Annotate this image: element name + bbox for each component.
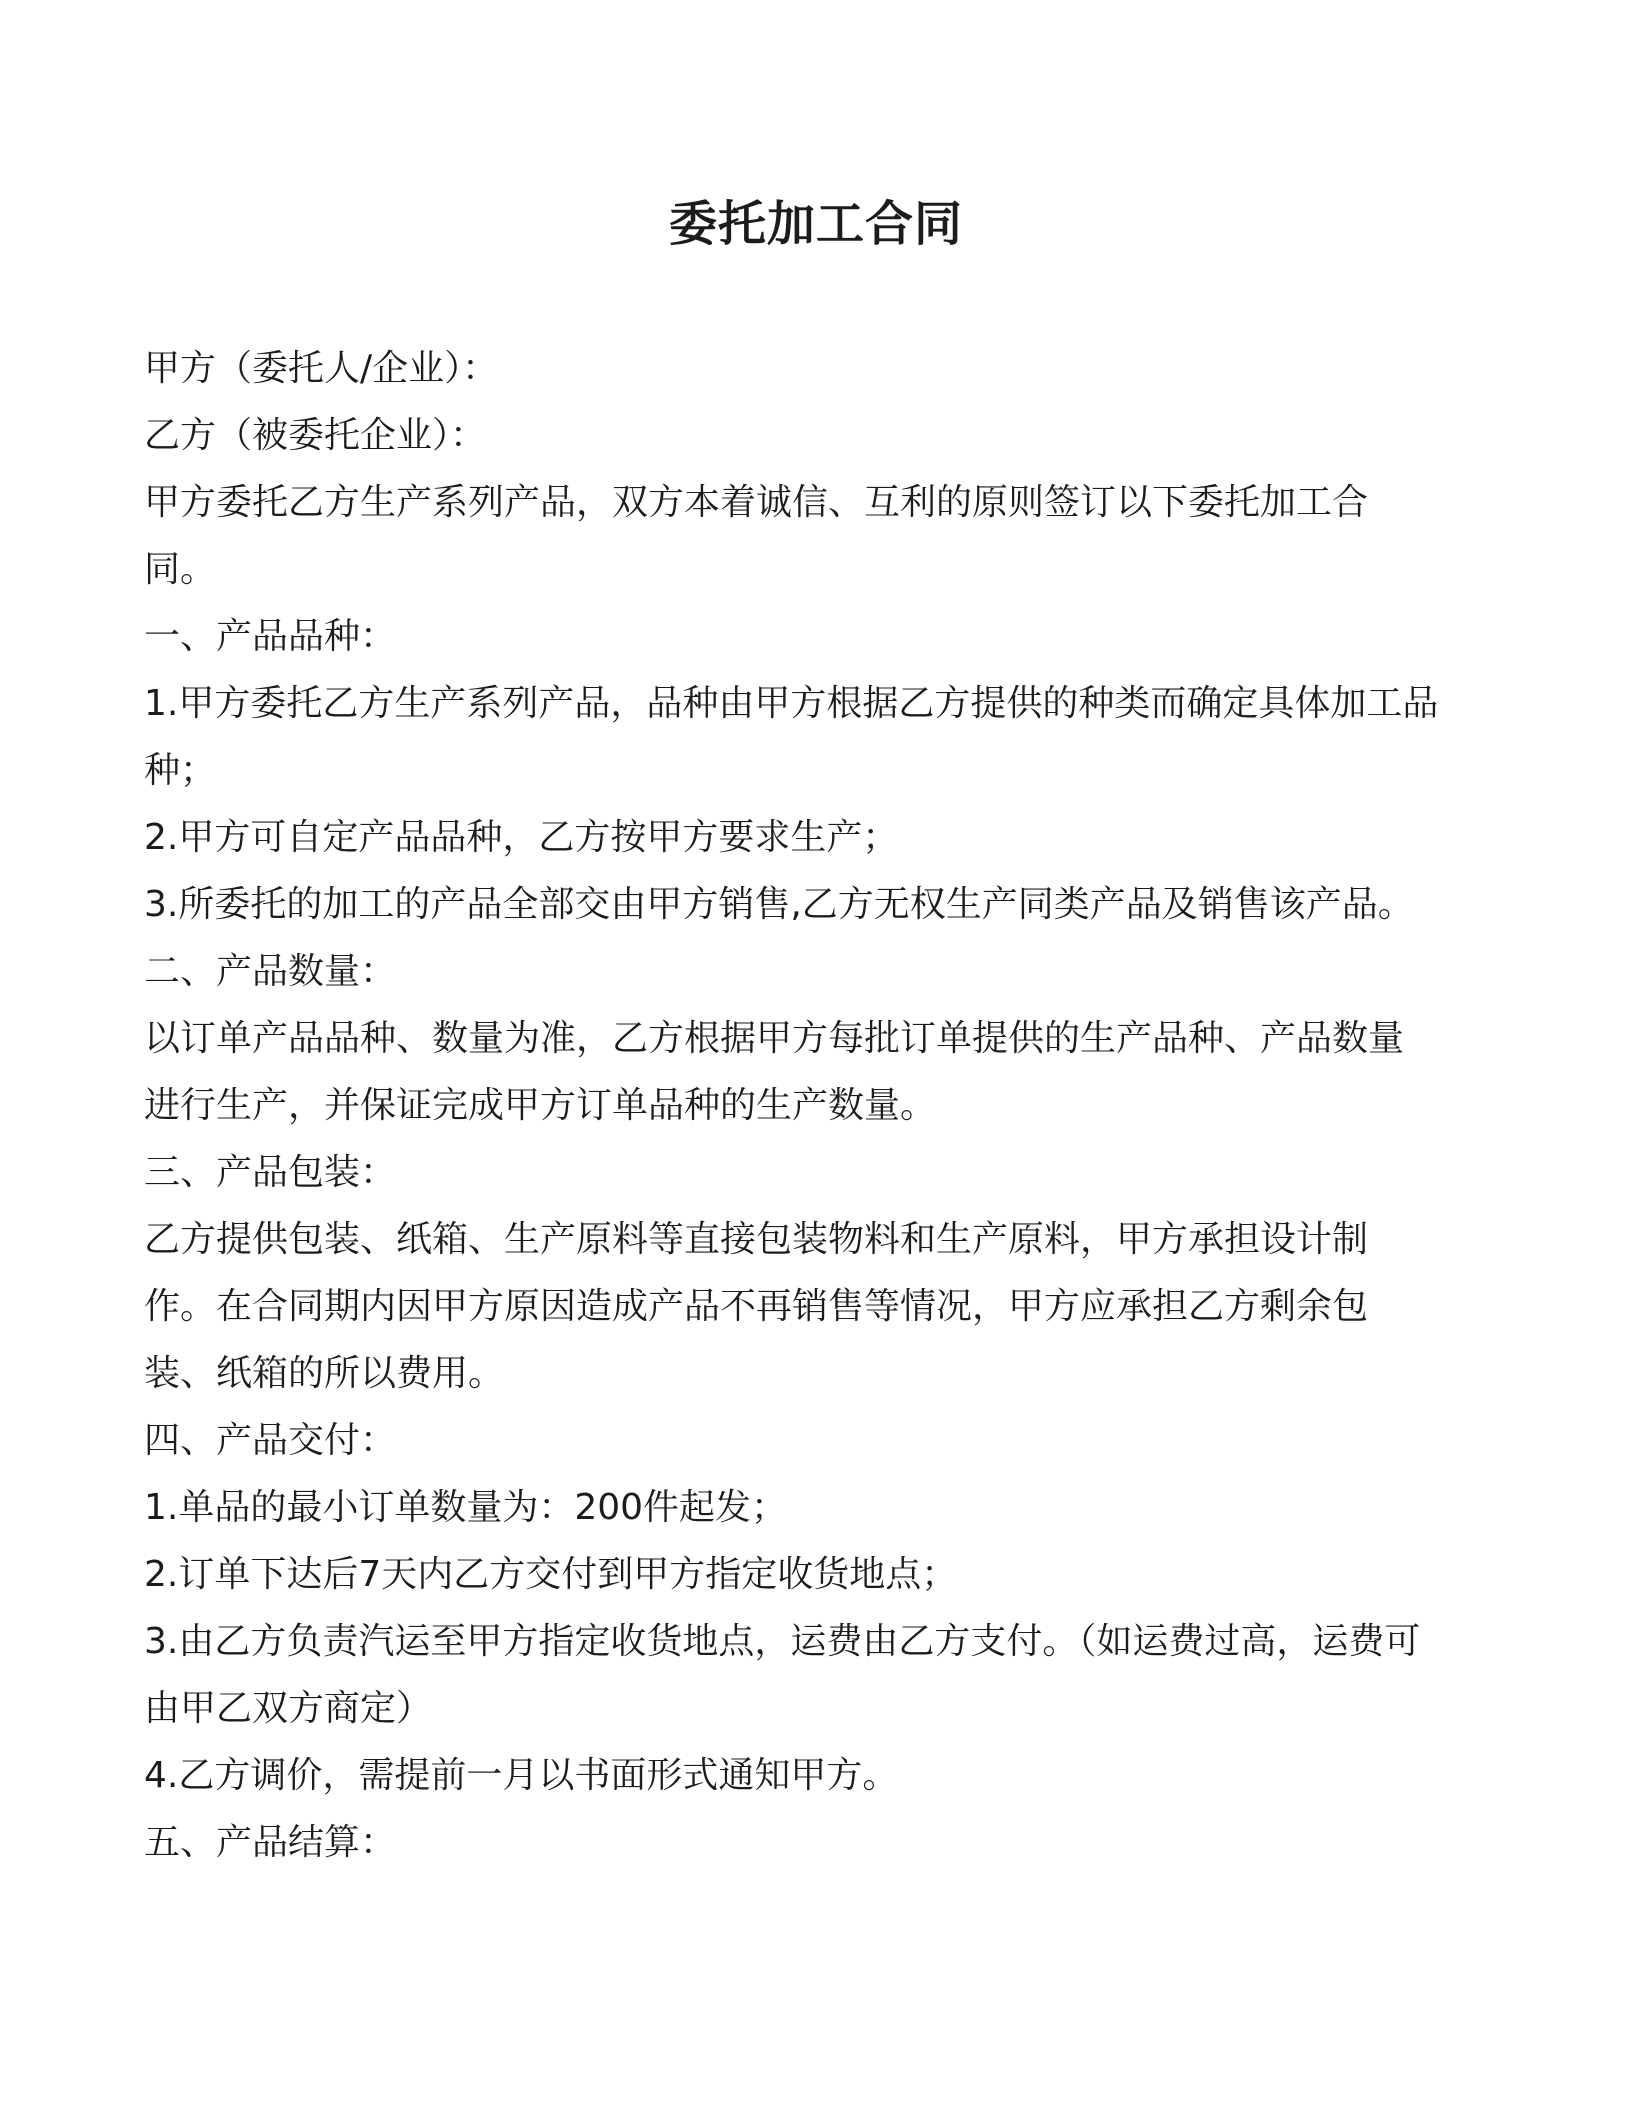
preamble-line-1: 甲方委托乙方生产系列产品，双方本着诚信、互利的原则签订以下委托加工合: [144, 482, 1369, 523]
clause-line: 以订单产品品种、数量为准，乙方根据甲方每批订单提供的生产品种、产品数量: [144, 1018, 1405, 1059]
section-heading-product-packaging: 三、产品包装：: [144, 1152, 397, 1193]
section-heading-product-settlement: 五、产品结算：: [144, 1822, 397, 1863]
clause-line: 进行生产，并保证完成甲方订单品种的生产数量。: [144, 1085, 937, 1126]
clause-line: 3.由乙方负责汽运至甲方指定收货地点，运费由乙方支付。（如运费过高，运费可: [144, 1621, 1421, 1662]
clause-line: 由甲乙双方商定）: [144, 1688, 433, 1729]
clause-line: 3.所委托的加工的产品全部交由甲方销售,乙方无权生产同类产品及销售该产品。: [144, 884, 1414, 925]
document-title: 委托加工合同: [668, 196, 963, 252]
clause-line: 种；: [144, 750, 217, 791]
contract-body: [144, 335, 1494, 1876]
party-b-line: 乙方（被委托企业）：: [144, 415, 487, 456]
clause-line: 1.甲方委托乙方生产系列产品，品种由甲方根据乙方提供的种类而确定具体加工品: [144, 683, 1439, 724]
clause-line: 2.订单下达后7天内乙方交付到甲方指定收货地点；: [144, 1554, 958, 1595]
section-heading-product-variety: 一、产品品种：: [144, 616, 397, 657]
clause-line: 4.乙方调价，需提前一月以书面形式通知甲方。: [144, 1755, 899, 1796]
clause-line: 1.单品的最小订单数量为：200件起发；: [144, 1487, 788, 1528]
preamble-line-2: 同。: [144, 549, 217, 590]
clause-line: 作。在合同期内因甲方原因造成产品不再销售等情况，甲方应承担乙方剩余包: [144, 1286, 1369, 1327]
clause-line: 装、纸箱的所以费用。: [144, 1353, 505, 1394]
section-heading-product-quantity: 二、产品数量：: [144, 951, 397, 992]
party-a-line: 甲方（委托人/企业）：: [144, 348, 499, 389]
section-heading-product-delivery: 四、产品交付：: [144, 1420, 397, 1461]
clause-line: 乙方提供包装、纸箱、生产原料等直接包装物料和生产原料，甲方承担设计制: [144, 1219, 1369, 1260]
clause-line: 2.甲方可自定产品品种，乙方按甲方要求生产；: [144, 817, 899, 858]
